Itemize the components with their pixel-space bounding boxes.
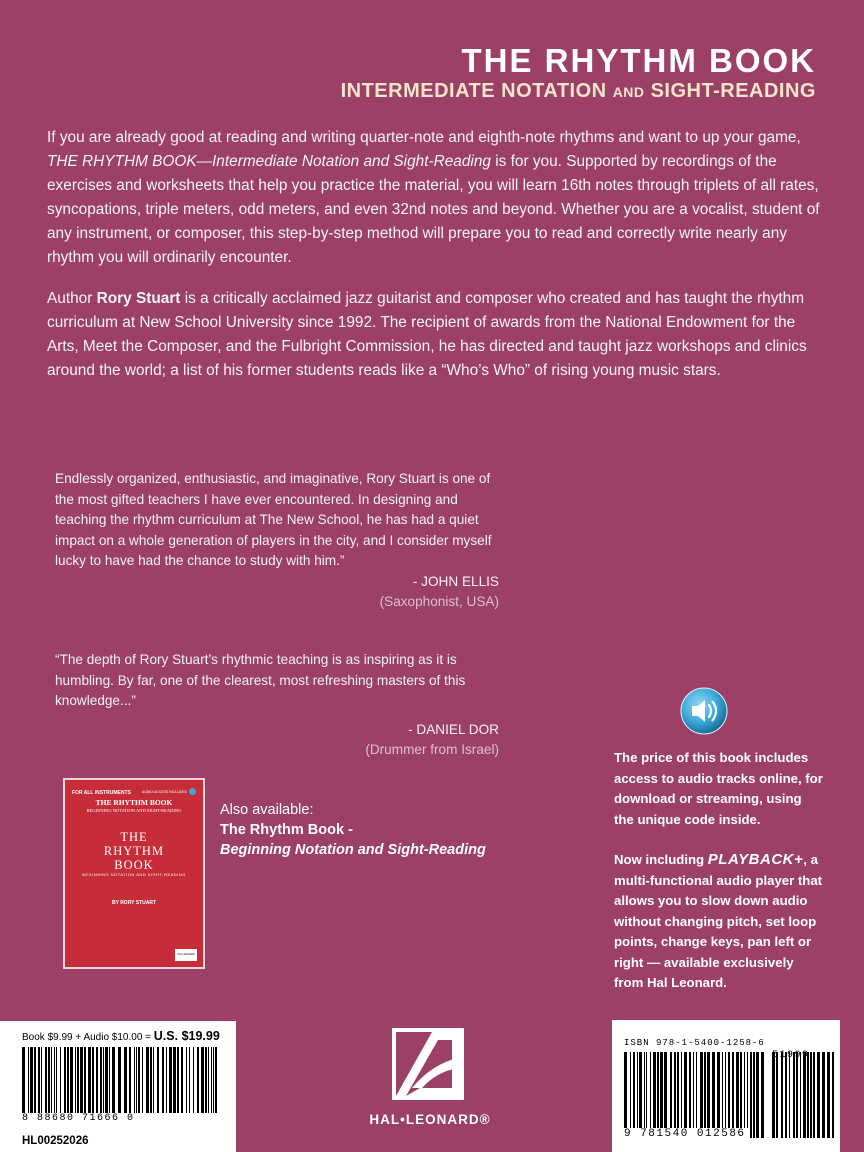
playback-desc: , a multi-functional audio player that allows you to slow down audio without changing pitch, set loop points, change keys, pan left or right — available exclusively from Hal Leonard. bbox=[614, 852, 823, 990]
description-paragraph-1 bbox=[47, 126, 827, 270]
publisher-name: HAL•LEONARD® bbox=[369, 1112, 491, 1127]
subtitle-part1: INTERMEDIATE NOTATION bbox=[340, 80, 607, 102]
price-line bbox=[22, 1029, 220, 1043]
thumb-hal-leonard-logo bbox=[175, 949, 197, 961]
book-title: THE RHYTHM BOOK bbox=[461, 42, 816, 79]
thumb-top-label: FOR ALL INSTRUMENTS bbox=[72, 790, 131, 796]
ean-number: 9 781540 012586 bbox=[624, 1128, 750, 1140]
now-including-text: Now including bbox=[614, 852, 708, 867]
audio-speaker-icon bbox=[680, 687, 728, 735]
thumb-big-line2: RHYTHM bbox=[103, 844, 165, 858]
isbn-number: ISBN 978-1-5400-1258-6 bbox=[624, 1038, 765, 1048]
thumb-big-line3: BOOK bbox=[114, 858, 154, 872]
quote-text: “The depth of Rory Stuart’s rhythmic teaching is as inspiring as it is humbling. By far, one of the clearest, most refreshing masters of this knowledge...” bbox=[55, 652, 466, 708]
p1-text-b: is for you. Supported by recordings of the exercises and worksheets that help you practice the material, you will learn 16th notes through triplets of all rates, syncopations, triple meters, odd meters, and even 32nd notes and beyond. Whether you are a vocalist, student of any instrument, or composer, this step-by-step method will prepare you to read and correctly write nearly any rhythm you will ordinarily encounter. bbox=[47, 153, 820, 266]
quote-text: Endlessly organized, enthusiastic, and imaginative, Rory Stuart is one of the most gifted teachers I have ever encountered. In designing and teaching the rhythm curriculum at The New School, he has had a quiet impact on a whole generation of players in the city, and I consider myself lucky to have had the chance to study with him.” bbox=[55, 471, 492, 568]
also-available-label: Also available: bbox=[220, 802, 314, 818]
quote-role: (Drummer from Israel) bbox=[365, 742, 499, 757]
p1-text-a: If you are already good at reading and writing quarter-note and eighth-note rhythms and want to up your game, bbox=[47, 129, 801, 146]
price-total: U.S. $19.99 bbox=[153, 1029, 220, 1043]
thumb-author: BY RORY STUART bbox=[111, 900, 157, 906]
playback-plus-note bbox=[614, 850, 824, 994]
thumb-big-title bbox=[65, 830, 203, 872]
testimonial-daniel-dor bbox=[55, 650, 505, 761]
book-subtitle bbox=[341, 80, 816, 103]
p2-text-b: is a critically acclaimed jazz guitarist and composer who created and has taught the rhythm curriculum at New School University since 1992. The recipient of awards from the National Endowment for the Arts, Meet the Composer, and the Fulbright Commission, he has directed and taught jazz workshops and clinics around the world; a list of his former students reads like a “Who’s Who” of rising young music stars. bbox=[47, 290, 807, 379]
audio-access-note: The price of this book includes access to audio tracks online, for download or streaming, using the unique code inside. bbox=[614, 750, 823, 827]
subtitle-and: AND bbox=[612, 84, 645, 100]
thumb-audio-label: AUDIO ACCESS INCLUDED bbox=[141, 790, 187, 794]
subtitle-part2: SIGHT-READING bbox=[650, 80, 816, 102]
upc-number: 8 88680 71666 0 bbox=[22, 1113, 222, 1124]
also-available-cover-thumbnail bbox=[63, 778, 205, 969]
hal-leonard-logo-icon bbox=[392, 1028, 464, 1100]
author-bio-paragraph bbox=[47, 287, 827, 383]
item-code: HL00252026 bbox=[22, 1135, 89, 1147]
upc-barcode bbox=[22, 1047, 217, 1123]
quote-author: - JOHN ELLIS bbox=[412, 573, 499, 589]
also-available-block bbox=[220, 800, 486, 860]
author-name: Rory Stuart bbox=[96, 290, 181, 307]
p1-book-title: THE RHYTHM BOOK—Intermediate Notation and Sight-Reading bbox=[47, 153, 491, 170]
thumb-logo-text: HAL LEONARD bbox=[177, 953, 195, 956]
testimonial-john-ellis bbox=[55, 469, 505, 613]
price-addon-number: 51999 bbox=[772, 1050, 810, 1061]
p2-text-a: Author bbox=[47, 290, 97, 307]
price-parts: Book $9.99 + Audio $10.00 = bbox=[22, 1032, 154, 1043]
ean-barcode bbox=[624, 1052, 834, 1138]
thumb-audio-dot-icon bbox=[189, 788, 196, 795]
quote-role: (Saxophonist, USA) bbox=[379, 594, 499, 609]
isbn-barcode-panel bbox=[612, 1020, 840, 1152]
thumb-big-sub: BEGINNING NOTATION AND SIGHT-READING bbox=[82, 872, 186, 877]
quote-author: - DANIEL DOR bbox=[408, 721, 499, 737]
also-available-book-title: The Rhythm Book - bbox=[220, 822, 353, 838]
playback-plus-brand: PLAYBACK+ bbox=[707, 851, 804, 868]
also-available-book-subtitle: Beginning Notation and Sight-Reading bbox=[220, 842, 486, 858]
thumb-small-title: THE RHYTHM BOOK bbox=[95, 798, 173, 807]
thumb-small-sub: BEGINNING NOTATION AND SIGHT-READING bbox=[86, 808, 182, 813]
price-barcode-panel bbox=[0, 1021, 236, 1152]
thumb-big-line1: THE bbox=[120, 830, 148, 844]
